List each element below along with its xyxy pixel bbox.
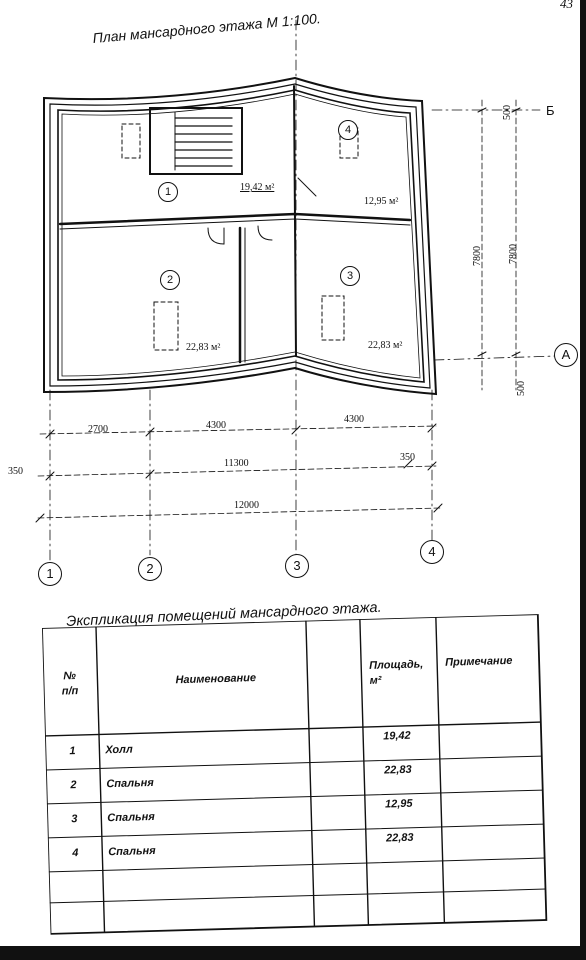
row-area: 22,83 <box>385 831 414 845</box>
page-number: 43 <box>560 0 573 11</box>
plan-title: План мансардного этажа М 1:100. <box>92 10 322 46</box>
axis-label: 2 <box>138 557 162 581</box>
room-label: 2 <box>160 270 180 290</box>
header-area: Площадь, м² <box>369 658 424 687</box>
axis-label: Б <box>546 103 555 118</box>
room-label: 4 <box>338 120 358 140</box>
row-name: Спальня <box>106 776 154 791</box>
explication-table <box>42 614 550 936</box>
room-area: 22,83 м² <box>368 340 403 351</box>
room-area: 22,83 м² <box>186 342 221 353</box>
room-label: 3 <box>340 266 360 286</box>
dimension-text: 2700 <box>88 424 108 435</box>
scan-edge-bottom <box>0 946 586 960</box>
row-name: Холл <box>105 743 133 757</box>
row-num: 3 <box>71 813 78 826</box>
header-name: Наименование <box>175 672 257 687</box>
dimension-text: 11300 <box>224 458 249 469</box>
dimension-text: 350 <box>8 466 23 477</box>
dimension-text: 7800 <box>508 244 519 264</box>
row-area: 12,95 <box>384 797 413 811</box>
row-num: 4 <box>72 847 79 860</box>
room-area: 19,42 м² <box>240 182 275 193</box>
scan-edge-right <box>580 0 586 960</box>
row-area: 19,42 <box>382 729 411 743</box>
dimension-text: 500 <box>502 105 513 120</box>
room-area: 12,95 м² <box>364 196 399 207</box>
header-note: Примечание <box>444 654 513 669</box>
explication-title: Экспликация помещений мансардного этажа. <box>66 599 382 630</box>
axis-label: 4 <box>420 540 444 564</box>
room-label: 1 <box>158 182 178 202</box>
dimension-text: 7800 <box>472 246 483 266</box>
dimension-text: 4300 <box>206 420 226 431</box>
row-name: Спальня <box>108 844 156 859</box>
dimension-text: 500 <box>516 381 527 396</box>
row-num: 2 <box>70 779 77 792</box>
header-num: № п/п <box>61 670 79 698</box>
row-area: 22,83 <box>383 763 412 777</box>
dimension-text: 12000 <box>234 500 259 511</box>
dimension-text: 4300 <box>344 414 364 425</box>
axis-label: А <box>554 343 578 367</box>
row-name: Спальня <box>107 810 155 825</box>
row-num: 1 <box>69 745 76 758</box>
dimension-text: 350 <box>400 452 415 463</box>
axis-label: 1 <box>38 562 62 586</box>
axis-label: 3 <box>285 554 309 578</box>
